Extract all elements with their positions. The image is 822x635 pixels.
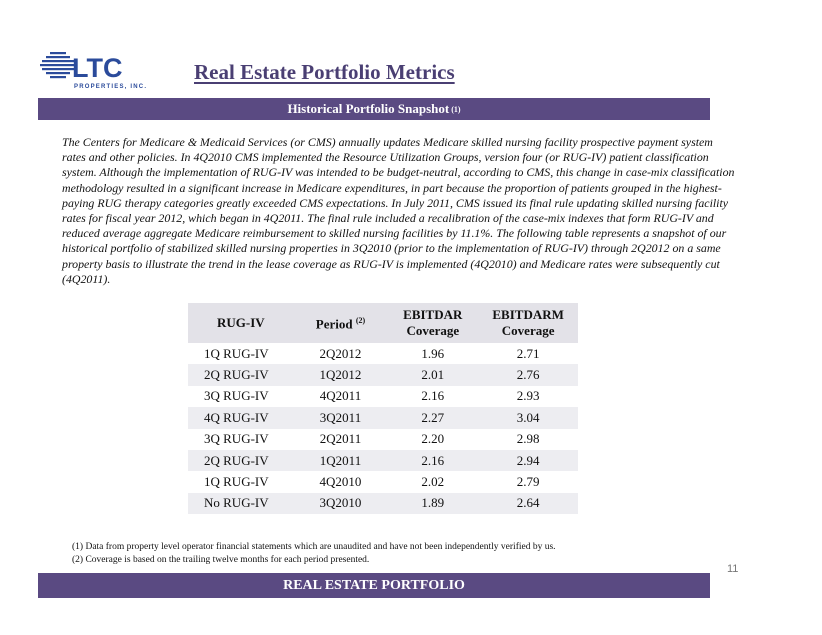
footnote-1: (1) Data from property level operator financial statements which are unaudited and have not been independently verified by us.: [72, 542, 556, 552]
company-logo: [40, 48, 160, 92]
cell-period: 4Q2011: [294, 386, 388, 407]
cell-rug: No RUG-IV: [188, 493, 294, 514]
svg-text:LTC: LTC: [72, 53, 123, 83]
cell-ebitdar: 2.16: [387, 450, 478, 471]
cell-rug: 2Q RUG-IV: [188, 450, 294, 471]
section-banner: [38, 98, 710, 120]
cell-rug: 3Q RUG-IV: [188, 429, 294, 450]
banner-footnote-ref: (1): [451, 104, 461, 114]
table-row: [188, 364, 578, 385]
col-header-ebitdar: EBITDAR Coverage: [387, 303, 478, 343]
cell-ebitdarm: 2.76: [478, 364, 578, 385]
table-row: [188, 386, 578, 407]
table-row: [188, 429, 578, 450]
table-row: [188, 407, 578, 428]
cell-ebitdarm: 3.04: [478, 407, 578, 428]
cell-ebitdarm: 2.98: [478, 429, 578, 450]
cell-rug: 1Q RUG-IV: [188, 343, 294, 364]
cell-ebitdar: 2.27: [387, 407, 478, 428]
table-row: [188, 493, 578, 514]
table-row: [188, 343, 578, 364]
cell-ebitdarm: 2.64: [478, 493, 578, 514]
cell-period: 3Q2011: [294, 407, 388, 428]
footer-banner: REAL ESTATE PORTFOLIO: [38, 573, 710, 598]
banner-text: Historical Portfolio Snapshot: [287, 101, 450, 116]
cell-rug: 1Q RUG-IV: [188, 471, 294, 492]
cell-rug: 3Q RUG-IV: [188, 386, 294, 407]
cell-ebitdarm: 2.79: [478, 471, 578, 492]
cell-ebitdar: 2.20: [387, 429, 478, 450]
cell-period: 4Q2010: [294, 471, 388, 492]
footnote-2: (2) Coverage is based on the trailing twelve months for each period presented.: [72, 555, 370, 565]
cell-rug: 2Q RUG-IV: [188, 364, 294, 385]
cell-ebitdar: 2.02: [387, 471, 478, 492]
page-title: Real Estate Portfolio Metrics: [194, 60, 455, 84]
col-header-ebitdarm: EBITDARM Coverage: [478, 303, 578, 343]
coverage-table: [188, 303, 578, 514]
table-row: [188, 471, 578, 492]
intro-paragraph: The Centers for Medicare & Medicaid Services (or CMS) annually updates Medicare skilled nursing facility prospective payment system rates and other policies. In 4Q2010 CMS implemented the Resource Utilization Groups, version four (or RUG-IV) patient classification system. Although the implementation of RUG-IV was intended to be budget-neutral, according to CMS, this change in case-mix classification methodology resulted in a significant increase in Medicare expenditures, in part because the proportion of patients grouped in the highest-paying RUG therapy categories greatly exceeded CMS expectations. In July 2011, CMS issued its final rule updating skilled nursing facility rates for fiscal year 2012, which began in 4Q2011. The final rule included a recalibration of the case-mix indexes that form RUG-IV and reduced average aggregate Medicare reimbursement to skilled nursing facilities by 11.1%. The following table represents a snapshot of our historical portfolio of stabilized skilled nursing properties in 3Q2010 (prior to the implementation of RUG-IV) through 2Q2012 on a same property basis to illustrate the trend in the lease coverage as RUG-IV is implemented (4Q2010) and Medicare rates were subsequently cut (4Q2011).: [62, 135, 735, 286]
svg-text:PROPERTIES, INC.: PROPERTIES, INC.: [74, 84, 148, 90]
cell-period: 2Q2012: [294, 343, 388, 364]
cell-period: 1Q2011: [294, 450, 388, 471]
cell-period: 1Q2012: [294, 364, 388, 385]
cell-ebitdarm: 2.94: [478, 450, 578, 471]
page-number: 11: [727, 563, 739, 575]
cell-ebitdar: 2.01: [387, 364, 478, 385]
col-header-rug: RUG-IV: [188, 303, 294, 343]
cell-period: 2Q2011: [294, 429, 388, 450]
cell-ebitdar: 2.16: [387, 386, 478, 407]
cell-period: 3Q2010: [294, 493, 388, 514]
footnotes: [72, 541, 556, 567]
cell-rug: 4Q RUG-IV: [188, 407, 294, 428]
cell-ebitdarm: 2.71: [478, 343, 578, 364]
col-header-period: Period $^{(2)}$: [294, 303, 388, 343]
cell-ebitdar: 1.96: [387, 343, 478, 364]
table-row: [188, 450, 578, 471]
cell-ebitdarm: 2.93: [478, 386, 578, 407]
table-header-row: [188, 303, 578, 343]
cell-ebitdar: 1.89: [387, 493, 478, 514]
